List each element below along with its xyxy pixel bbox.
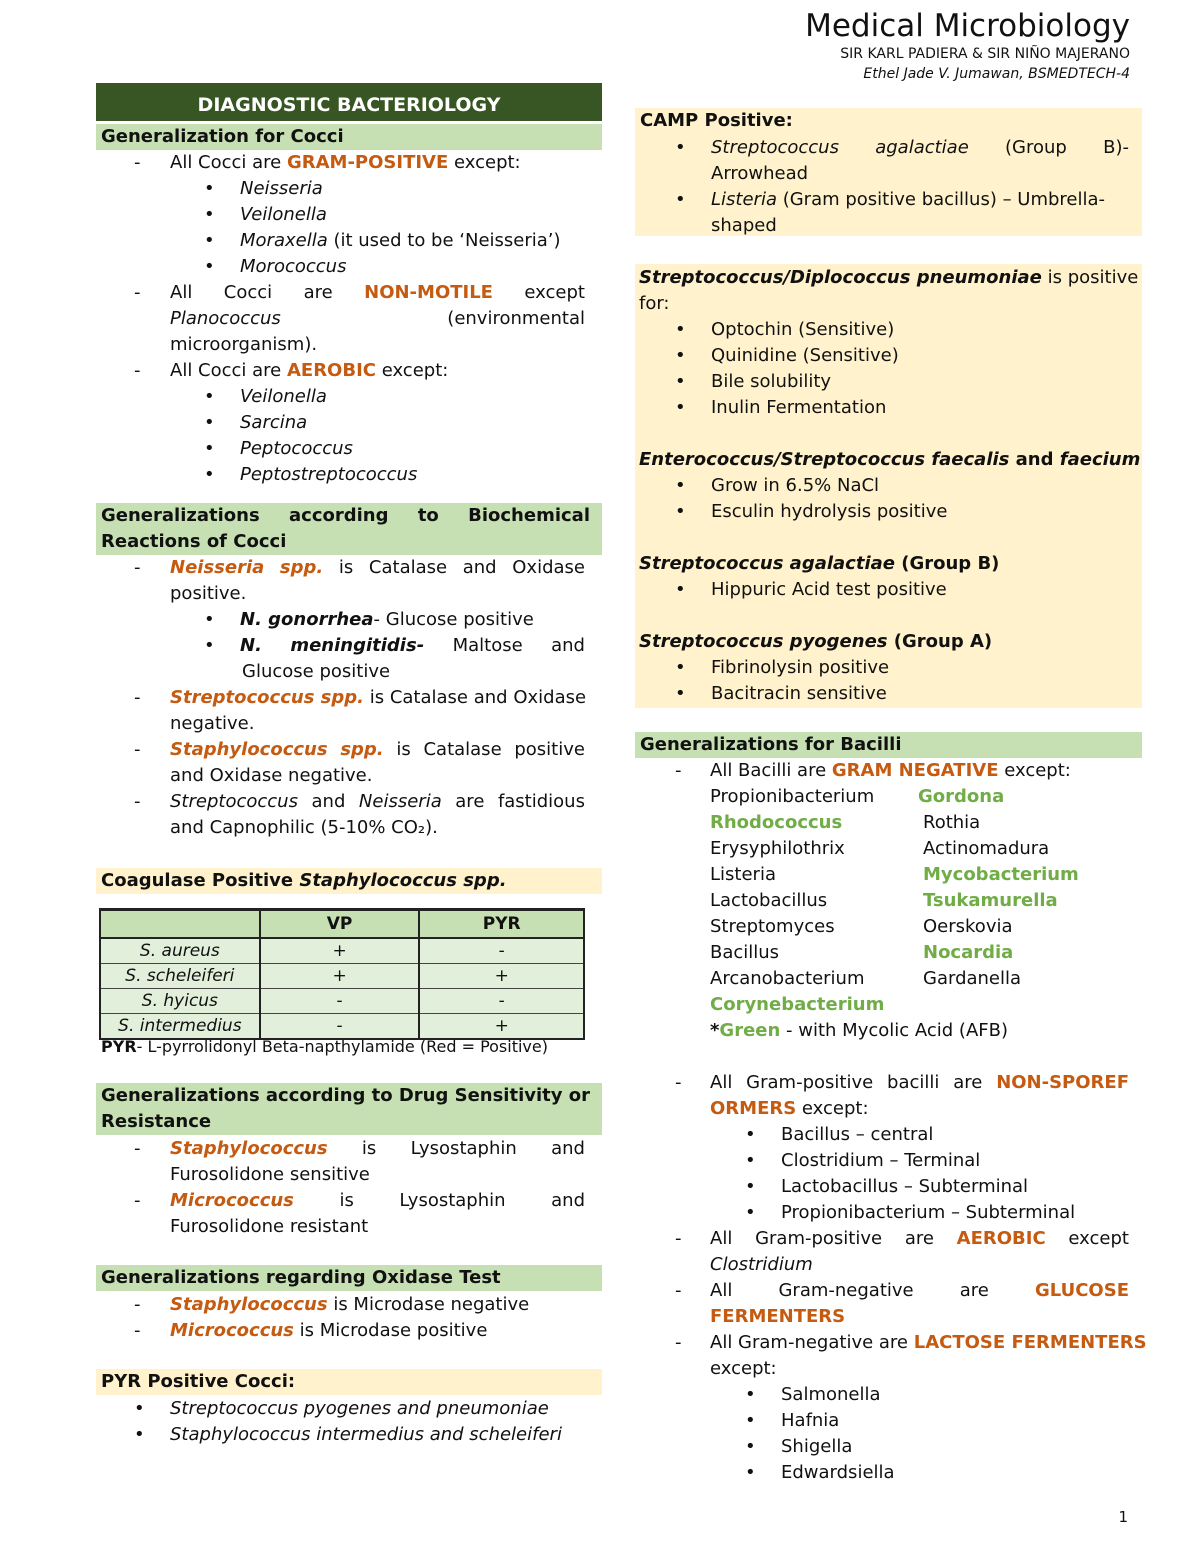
fastidious-line: Streptococcus and Neisseria are fastidious <box>170 791 585 812</box>
list-item: • Bacitracin sensitive <box>711 681 887 707</box>
list-item: • Inulin Fermentation <box>711 395 886 421</box>
bacillus-name: Nocardia <box>923 942 1014 963</box>
instructors: SIR KARL PADIERA & SIR NIÑO MAJERANO <box>840 46 1130 62</box>
strep-line: Streptococcus spp. is Catalase and Oxidase <box>170 687 587 708</box>
list-item-cont: shaped <box>711 215 777 236</box>
list-item: • Veilonella <box>240 202 327 228</box>
drug-micro-line: Micrococcus is Lysostaphin and <box>170 1190 585 1211</box>
bacillus-name: Actinomadura <box>923 838 1050 859</box>
bacillus-name: Rhodococcus <box>710 812 843 833</box>
table-cell: S. intermedius <box>100 1014 260 1040</box>
list-item: • Fibrinolysin positive <box>711 655 889 681</box>
list-item: • Neisseria <box>240 176 323 202</box>
table-row <box>100 989 584 1014</box>
dash: - <box>134 557 141 578</box>
bacillus-name: Tsukamurella <box>923 890 1058 911</box>
dash: - <box>675 1280 682 1301</box>
dash: - <box>134 282 141 303</box>
list-item: • Salmonella <box>781 1382 881 1408</box>
table-cell: S. aureus <box>100 938 260 964</box>
document-title: Medical Microbiology <box>805 8 1130 44</box>
list-item: • Moraxella (it used to be ‘Neisseria’) <box>240 228 561 254</box>
list-item: • Peptococcus <box>240 436 353 462</box>
bacillus-name: Listeria <box>710 864 776 885</box>
cocci-motile-line: All Cocci are NON-MOTILE except <box>170 282 585 303</box>
list-item: • Peptostreptococcus <box>240 462 417 488</box>
dash: - <box>134 360 141 381</box>
list-item: • Hippuric Acid test positive <box>711 577 947 603</box>
list-item: • Optochin (Sensitive) <box>711 317 894 343</box>
coagulase-table <box>99 908 585 1040</box>
dash: - <box>134 1320 141 1341</box>
pyog-heading: Streptococcus pyogenes (Group A) <box>639 631 993 652</box>
dash: - <box>134 1138 141 1159</box>
list-item: • N. meningitidis- Maltose and <box>240 633 585 659</box>
table-header-cell <box>100 910 260 939</box>
agal-heading: Streptococcus agalactiae (Group B) <box>639 553 1000 574</box>
dash: - <box>675 1072 682 1093</box>
table-row <box>100 938 584 964</box>
strep-line2: negative. <box>170 713 255 734</box>
cocci-motile-line3: microorganism). <box>170 334 318 355</box>
dash: - <box>134 1190 141 1211</box>
dash: - <box>134 687 141 708</box>
list-item: • Streptococcus pyogenes and pneumoniae <box>170 1396 549 1422</box>
dash: - <box>675 1332 682 1353</box>
spore-line: All Gram-positive bacilli are NON-SPOREF <box>710 1072 1129 1093</box>
table-cell: - <box>419 938 584 964</box>
list-item-cont: Glucose positive <box>242 661 391 682</box>
author: Ethel Jade V. Jumawan, BSMEDTECH-4 <box>863 66 1130 82</box>
biochem-heading: Generalizations according to Biochemical Reactions of Cocci <box>96 503 602 555</box>
bacillus-name: Oerskovia <box>923 916 1013 937</box>
dash: - <box>675 1228 682 1249</box>
list-item: • Quinidine (Sensitive) <box>711 343 899 369</box>
cocci-aerobic-line: All Cocci are AEROBIC except: <box>170 360 449 381</box>
section-banner: DIAGNOSTIC BACTERIOLOGY <box>96 83 602 121</box>
bacillus-name: Propionibacterium <box>710 786 875 807</box>
table-header-cell: PYR <box>419 910 584 939</box>
bacillus-name: Mycobacterium <box>923 864 1079 885</box>
list-item-cont: Arrowhead <box>711 163 809 184</box>
drug-staph-line2: Furosolidone sensitive <box>170 1164 370 1185</box>
neisseria-line2: positive. <box>170 583 247 604</box>
green-note: *Green - with Mycolic Acid (AFB) <box>710 1020 1008 1041</box>
table-cell: - <box>260 1014 420 1040</box>
staph-line: Staphylococcus spp. is Catalase positive <box>170 739 585 760</box>
glucose-line: All Gram-negative are GLUCOSE <box>710 1280 1129 1301</box>
coag-heading: Coagulase Positive Staphylococcus spp. <box>96 868 602 894</box>
bacillus-name: Rothia <box>923 812 981 833</box>
bacillus-name: Streptomyces <box>710 916 835 937</box>
dash: - <box>134 791 141 812</box>
page-number: 1 <box>1118 1508 1128 1526</box>
list-item: • Clostridium – Terminal <box>781 1148 980 1174</box>
list-item: • Staphylococcus intermedius and scheleiferi <box>170 1422 562 1448</box>
list-item: • Morococcus <box>240 254 346 280</box>
list-item: • N. gonorrhea- Glucose positive <box>240 607 534 633</box>
list-item: • Grow in 6.5% NaCl <box>711 473 879 499</box>
bacilli-gram-line: All Bacilli are GRAM NEGATIVE except: <box>710 760 1071 781</box>
table-cell: + <box>419 964 584 989</box>
list-item: • Shigella <box>781 1434 852 1460</box>
cocci-heading: Generalization for Cocci <box>96 124 602 150</box>
table-cell: + <box>419 1014 584 1040</box>
table-header-cell: VP <box>260 910 420 939</box>
table-row <box>100 964 584 989</box>
list-item: • Propionibacterium – Subterminal <box>781 1200 1075 1226</box>
staph-line2: and Oxidase negative. <box>170 765 373 786</box>
pneumo-heading: Streptococcus/Diplococcus pneumoniae is positive <box>639 267 1139 288</box>
list-item: • Edwardsiella <box>781 1460 895 1486</box>
table-cell: - <box>419 989 584 1014</box>
list-item: • Veilonella <box>240 384 327 410</box>
drug-staph-line: Staphylococcus is Lysostaphin and <box>170 1138 585 1159</box>
list-item: • Sarcina <box>240 410 307 436</box>
list-item: • Lactobacillus – Subterminal <box>781 1174 1028 1200</box>
aerobic-line: All Gram-positive are AEROBIC except <box>710 1228 1129 1249</box>
list-item: • Bacillus – central <box>781 1122 933 1148</box>
table-header-row <box>100 910 584 939</box>
page-header <box>805 8 1130 84</box>
camp-heading: CAMP Positive: <box>640 110 793 131</box>
list-item: • Bile solubility <box>711 369 831 395</box>
fastidious-line2: and Capnophilic (5-10% CO₂). <box>170 817 438 838</box>
list-item: • Hafnia <box>781 1408 839 1434</box>
glucose-line2: FERMENTERS <box>710 1306 846 1327</box>
table-cell: + <box>260 938 420 964</box>
table-cell: + <box>260 964 420 989</box>
drug-micro-line2: Furosolidone resistant <box>170 1216 369 1237</box>
drug-heading: Generalizations according to Drug Sensitivity or Resistance <box>96 1083 602 1135</box>
pneumo-heading-cont: for: <box>639 293 670 314</box>
dash: - <box>675 760 682 781</box>
table-cell: - <box>260 989 420 1014</box>
neisseria-line: Neisseria spp. is Catalase and Oxidase <box>170 557 585 578</box>
entero-heading: Enterococcus/Streptococcus faecalis and faecium <box>639 449 1141 470</box>
list-item: • Esculin hydrolysis positive <box>711 499 947 525</box>
aerobic-line2: Clostridium <box>710 1254 813 1275</box>
bacillus-name: Lactobacillus <box>710 890 828 911</box>
list-item: • Listeria (Gram positive bacillus) – Umbrella- <box>711 187 1129 213</box>
bacillus-name: Arcanobacterium <box>710 968 865 989</box>
table-cell: S. hyicus <box>100 989 260 1014</box>
bacillus-name: Gordona <box>918 786 1005 807</box>
dash: - <box>134 1294 141 1315</box>
bacilli-heading: Generalizations for Bacilli <box>635 732 1142 758</box>
cocci-motile-line2: Planococcus (environmental <box>170 308 585 329</box>
dash: - <box>134 152 141 173</box>
pyr-heading: PYR Positive Cocci: <box>96 1369 602 1395</box>
oxidase-heading: Generalizations regarding Oxidase Test <box>96 1265 602 1291</box>
spore-line2: ORMERS except: <box>710 1098 869 1119</box>
lactose-line2: except: <box>710 1358 777 1379</box>
oxidase-micro: Micrococcus is Microdase positive <box>170 1320 488 1341</box>
cocci-gram-line: All Cocci are GRAM-POSITIVE except: <box>170 152 521 173</box>
bacillus-name: Gardanella <box>923 968 1022 989</box>
bacillus-name: Erysyphilothrix <box>710 838 845 859</box>
bacillus-name: Bacillus <box>710 942 780 963</box>
pyr-note: PYR- L-pyrrolidonyl Beta-napthylamide (Red = Positive) <box>101 1037 548 1056</box>
dash: - <box>134 739 141 760</box>
list-item: • Streptococcus agalactiae (Group B)- <box>711 135 1129 161</box>
table-cell: S. scheleiferi <box>100 964 260 989</box>
bacillus-name: Corynebacterium <box>710 994 885 1015</box>
oxidase-staph: Staphylococcus is Microdase negative <box>170 1294 530 1315</box>
lactose-line: All Gram-negative are LACTOSE FERMENTERS <box>710 1332 1147 1353</box>
